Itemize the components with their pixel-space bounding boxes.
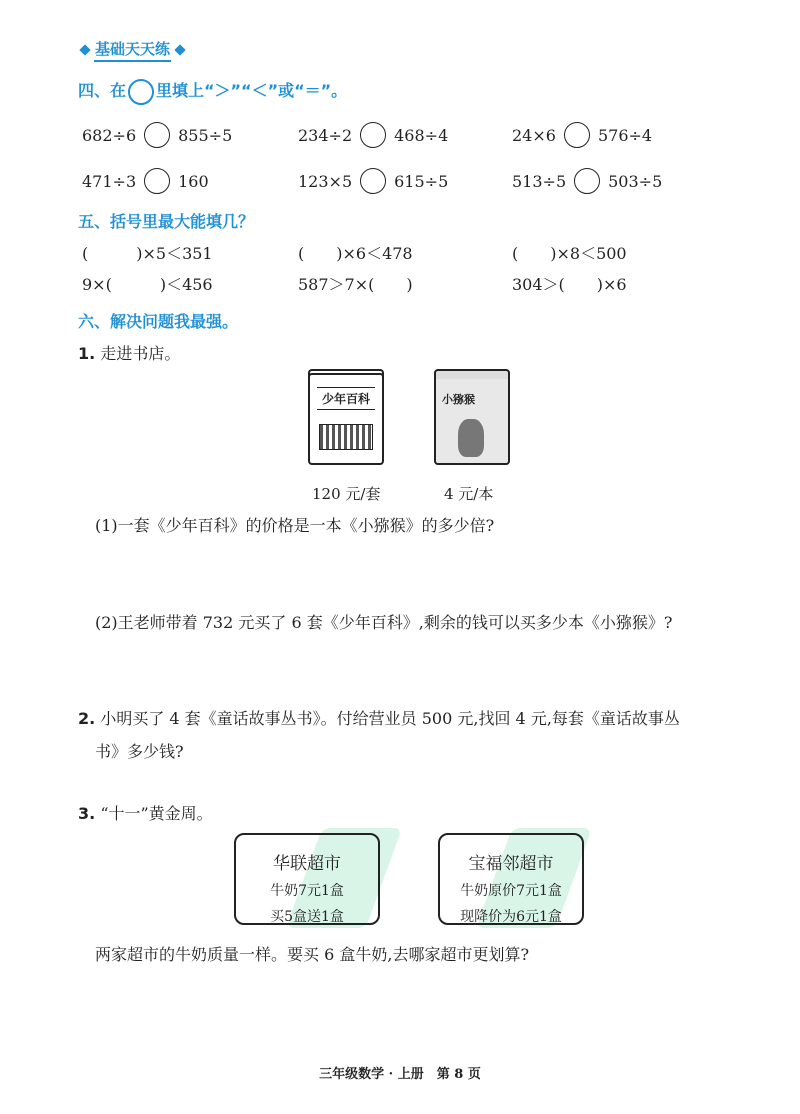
compare-item: 234÷2 468÷4 <box>298 122 448 148</box>
section-banner <box>78 38 187 62</box>
store-name: 宝福邻超市 <box>468 854 554 874</box>
fill-blank-item[interactable]: ( )×8＜500 <box>512 244 627 263</box>
book-title: 小猕猴 <box>442 393 475 406</box>
book2-price: 4 元/本 <box>444 485 494 503</box>
section6-title: 六、解决问题我最强。 <box>78 312 239 331</box>
store-card-hualian <box>234 833 380 925</box>
answer-circle[interactable] <box>360 122 386 148</box>
book-title: 少年百科 <box>317 387 375 410</box>
book-shaonianbaike-image <box>308 373 384 465</box>
diamond-icon <box>79 44 90 55</box>
compare-item: 24×6 576÷4 <box>512 122 652 148</box>
answer-circle[interactable] <box>144 122 170 148</box>
answer-circle[interactable] <box>564 122 590 148</box>
fill-blank-item[interactable]: 587＞7×( ) <box>298 275 413 294</box>
store-line: 现降价为6元1盒 <box>460 909 562 925</box>
question-3-title: 3. “十一”黄金周。 <box>78 804 213 823</box>
question-1-sub1: (1)一套《少年百科》的价格是一本《小猕猴》的多少倍? <box>95 516 495 535</box>
book-xiaomihou-image <box>434 373 510 465</box>
question-1-title: 1. 走进书店。 <box>78 344 181 363</box>
section4-title <box>78 78 347 105</box>
store-line: 牛奶7元1盒 <box>270 883 344 899</box>
page-footer: 三年级数学 · 上册 第 8 页 <box>319 1067 481 1082</box>
answer-circle[interactable] <box>360 168 386 194</box>
book1-price: 120 元/套 <box>312 485 381 503</box>
compare-item: 682÷6 855÷5 <box>82 122 232 148</box>
section5-title: 五、括号里最大能填几？ <box>78 212 255 231</box>
section4-title-post: 里填上“＞”“＜”或“＝”。 <box>156 81 348 100</box>
store-card-baofulin <box>438 833 584 925</box>
monkey-figure <box>458 419 484 457</box>
book-cover-art <box>319 424 373 450</box>
store-line: 牛奶原价7元1盒 <box>460 883 562 899</box>
question-3-text: 两家超市的牛奶质量一样。要买 6 盒牛奶,去哪家超市更划算? <box>95 945 530 964</box>
answer-circle[interactable] <box>574 168 600 194</box>
store-line: 买5盒送1盒 <box>270 909 344 925</box>
compare-item: 123×5 615÷5 <box>298 168 448 194</box>
question-2-line1: 2. 小明买了 4 套《童话故事丛书》。付给营业员 500 元,找回 4 元,每套《童话故事丛 <box>78 709 680 728</box>
compare-item: 471÷3 160 <box>82 168 209 194</box>
banner-label: 基础天天练 <box>94 38 171 62</box>
section4-title-pre: 四、在 <box>78 81 127 100</box>
question-2-line2: 书》多少钱? <box>95 742 184 761</box>
diamond-icon <box>174 44 185 55</box>
fill-blank-item[interactable]: ( )×5＜351 <box>82 244 213 263</box>
fill-blank-item[interactable]: 9×( )＜456 <box>82 275 213 294</box>
fill-blank-item[interactable]: ( )×6＜478 <box>298 244 413 263</box>
answer-circle[interactable] <box>144 168 170 194</box>
question-1-sub2: (2)王老师带着 732 元买了 6 套《少年百科》,剩余的钱可以买多少本《小猕猴》? <box>95 613 673 632</box>
compare-item: 513÷5 503÷5 <box>512 168 662 194</box>
fill-blank-item[interactable]: 304＞( )×6 <box>512 275 627 294</box>
circle-icon <box>128 79 154 105</box>
store-name: 华联超市 <box>273 854 341 874</box>
